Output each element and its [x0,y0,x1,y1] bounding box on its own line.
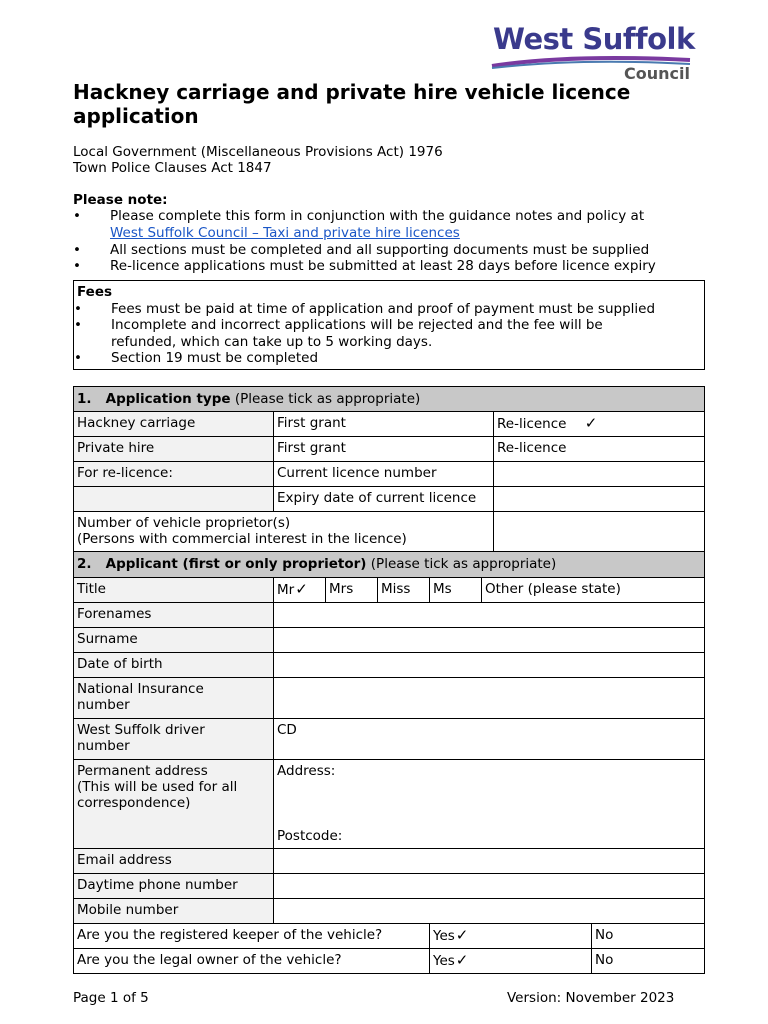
proprietors-field[interactable] [494,512,705,552]
yes-label: Yes [433,953,455,969]
private-first-grant-option[interactable] [274,437,494,462]
title-option-mrs[interactable] [326,578,378,603]
registered-keeper-yes-option[interactable] [430,924,592,949]
page-title: Hackney carriage and private hire vehicle licence application [73,80,631,128]
logo-sub: Council [624,64,690,83]
title-label: Title [74,578,274,603]
title-option-other[interactable] [482,578,705,603]
note-bullet-2-text: All sections must be completed and all supporting documents must be supplied [110,242,650,258]
hackney-first-grant-option[interactable] [274,412,494,437]
fees-item-3-text: refunded, which can take up to 5 working days. [111,334,433,350]
section-2-title: Applicant (first or only proprietor) [105,556,367,572]
ni-label-line-1: National Insurance [77,681,204,697]
checkmark-icon: ✓ [295,580,308,598]
driver-number-label-line-2: number [77,738,130,754]
section-2-header [74,552,705,578]
guidance-link[interactable]: West Suffolk Council – Taxi and private hire licences [110,225,460,241]
current-licence-number-field[interactable] [494,462,705,487]
for-relicence-label: For re-licence: [74,462,274,487]
daytime-phone-label: Daytime phone number [74,874,274,899]
title-option-mr[interactable] [274,578,326,603]
title-option-ms[interactable] [430,578,482,603]
checkmark-icon: ✓ [455,926,469,944]
west-suffolk-logo [490,20,700,86]
note-bullet-3-text: Re-licence applications must be submitted at least 28 days before licence expiry [110,258,656,274]
logo-brand: West Suffolk [493,22,695,56]
dob-label: Date of birth [74,653,274,678]
bullet-icon: • [74,350,82,366]
ni-field[interactable] [274,678,705,719]
section-2-number: 2. [77,556,92,572]
page-number: Page 1 of 5 [73,990,149,1006]
first-grant-label: First grant [277,440,346,456]
title-option-miss[interactable] [378,578,430,603]
section-1-header [74,387,705,412]
legal-owner-yes-option[interactable] [430,949,592,974]
first-grant-label: First grant [277,415,346,431]
title-option-ms-label: Ms [433,581,452,597]
version: Version: November 2023 [507,990,675,1006]
driver-number-prefix: CD [277,722,297,738]
current-licence-number-label: Current licence number [274,462,494,487]
address-label-line-1: Permanent address [77,763,208,779]
bullet-icon: • [74,317,82,333]
no-label: No [595,952,614,968]
proprietors-label-line-1: Number of vehicle proprietor(s) [77,515,291,531]
no-label: No [595,927,614,943]
mobile-label: Mobile number [74,899,274,924]
driver-number-field[interactable] [274,719,705,760]
address-field[interactable] [274,760,705,849]
title-option-miss-label: Miss [381,581,411,597]
title-option-mrs-label: Mrs [329,581,354,597]
bullet-icon: • [73,258,81,274]
address-label-line-2: (This will be used for all [77,779,238,795]
address-label [74,760,274,849]
forenames-label: Forenames [74,603,274,628]
bullet-icon: • [73,208,81,224]
legal-owner-question: Are you the legal owner of the vehicle? [74,949,430,974]
title-option-other-label: Other (please state) [485,581,621,597]
daytime-phone-field[interactable] [274,874,705,899]
address-prompt: Address: [277,763,336,779]
legal-owner-no-option[interactable] [592,949,705,974]
guidance-link-wrap [110,225,460,241]
forenames-field[interactable] [274,603,705,628]
registered-keeper-no-option[interactable] [592,924,705,949]
blank-label-cell [74,487,274,512]
section-2-table [73,551,705,974]
driver-number-label [74,719,274,760]
private-relicence-option[interactable] [494,437,705,462]
proprietors-label [74,512,494,552]
expiry-date-label: Expiry date of current licence [274,487,494,512]
relicence-label: Re-licence [497,416,567,432]
yes-label: Yes [433,928,455,944]
driver-number-label-line-1: West Suffolk driver [77,722,205,738]
ni-label-line-2: number [77,697,130,713]
private-hire-label: Private hire [74,437,274,462]
fees-item-2-text: Incomplete and incorrect applications will be rejected and the fee will be [111,317,603,333]
bullet-icon: • [74,301,82,317]
proprietors-label-line-2: (Persons with commercial interest in the licence) [77,531,407,547]
ni-label [74,678,274,719]
note-heading: Please note: [73,192,168,208]
surname-label: Surname [74,628,274,653]
mobile-field[interactable] [274,899,705,924]
fees-box [73,280,705,370]
title-option-mr-label: Mr [277,582,295,598]
email-field[interactable] [274,849,705,874]
expiry-date-field[interactable] [494,487,705,512]
postcode-prompt: Postcode: [277,828,343,844]
act-2: Town Police Clauses Act 1847 [73,160,272,176]
fees-item-4-text: Section 19 must be completed [111,350,319,366]
section-1-number: 1. [77,391,92,407]
email-label: Email address [74,849,274,874]
checkmark-icon: ✓ [584,414,598,432]
section-2-hint: (Please tick as appropriate) [370,556,557,572]
hackney-relicence-option[interactable] [494,412,705,437]
address-label-line-3: correspondence) [77,795,191,811]
fees-item-1-text: Fees must be paid at time of application and proof of payment must be supplied [111,301,656,317]
registered-keeper-question: Are you the registered keeper of the vehicle? [74,924,430,949]
bullet-icon: • [73,242,81,258]
section-1-title: Application type [105,391,231,407]
fees-heading: Fees [77,284,113,300]
hackney-label: Hackney carriage [74,412,274,437]
act-1: Local Government (Miscellaneous Provisions Act) 1976 [73,144,443,160]
dob-field[interactable] [274,653,705,678]
section-1-hint: (Please tick as appropriate) [234,391,421,407]
section-1-table [73,386,705,552]
note-bullet-1-text: Please complete this form in conjunction with the guidance notes and policy at [110,208,645,224]
relicence-label: Re-licence [497,440,567,456]
surname-field[interactable] [274,628,705,653]
checkmark-icon: ✓ [455,951,469,969]
